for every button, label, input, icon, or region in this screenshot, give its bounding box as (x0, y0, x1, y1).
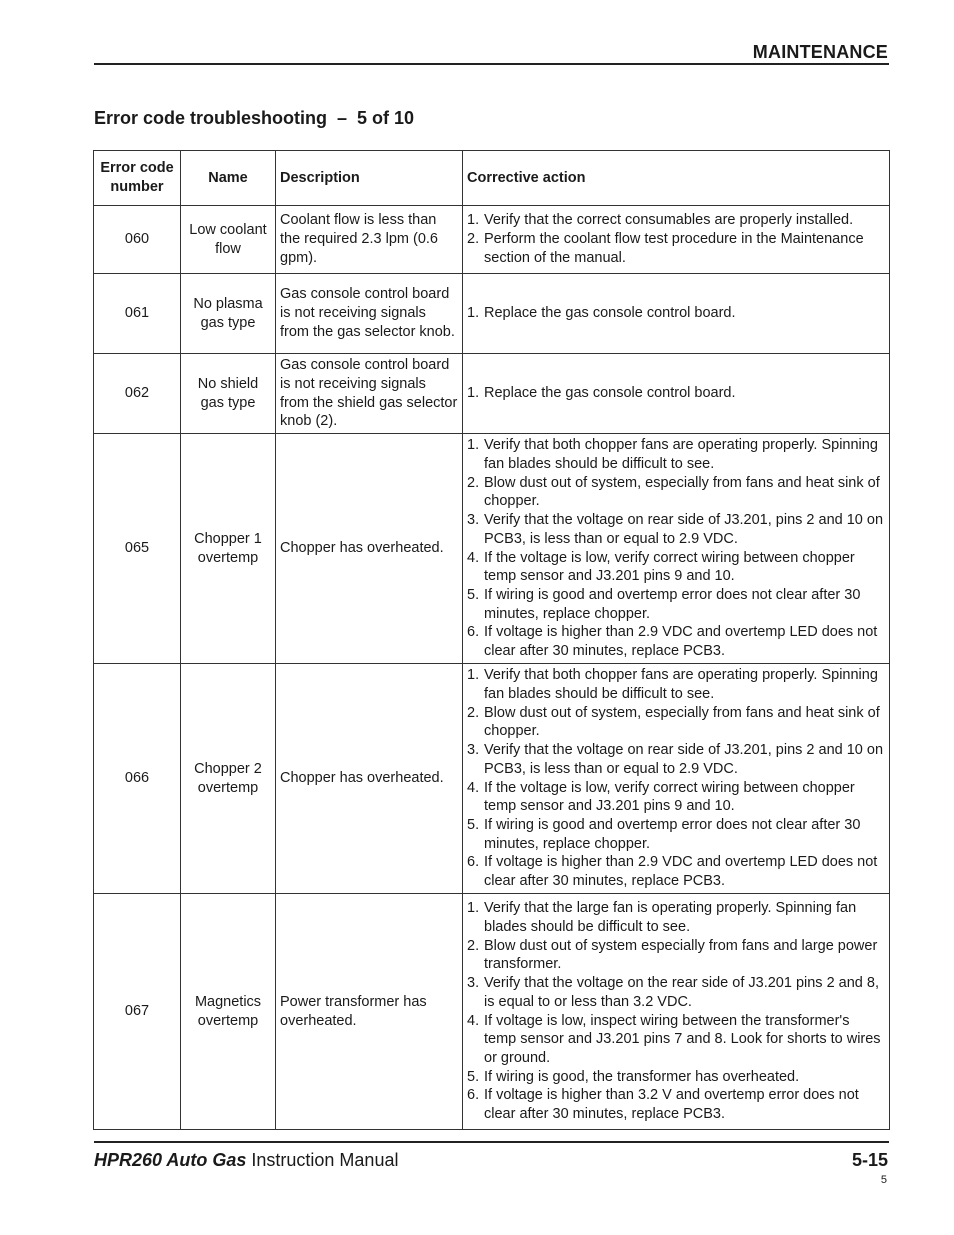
table-header-row (94, 151, 890, 206)
step-text: Replace the gas console control board. (484, 385, 736, 402)
sheet-number: 5 (880, 1174, 887, 1186)
action-step (467, 974, 885, 1011)
action-steps-list (467, 384, 885, 403)
section-title: MAINTENANCE (752, 42, 888, 62)
step-text: Replace the gas console control board. (484, 305, 736, 322)
error-name-cell: Low coolant flow (181, 206, 276, 274)
corrective-action-cell (463, 894, 890, 1130)
action-steps-list (467, 666, 885, 890)
step-text: If wiring is good and overtemp error does not clear after 30 minutes, replace chopper. (484, 586, 861, 622)
action-step (467, 384, 885, 403)
action-step (467, 779, 885, 816)
step-number: 6. (467, 1087, 480, 1104)
step-number: 6. (467, 624, 480, 641)
action-step (467, 937, 885, 974)
step-text: Blow dust out of system, especially from fans and heat sink of chopper. (484, 704, 880, 740)
description-cell: Power transformer has overheated. (276, 894, 463, 1130)
action-step (467, 586, 885, 623)
action-step (467, 474, 885, 511)
step-number: 2. (467, 937, 480, 954)
step-number: 5. (467, 586, 480, 603)
step-number: 2. (467, 231, 480, 248)
step-text: If the voltage is low, verify correct wiring between chopper temp sensor and J3.201 pins 9 and 10. (484, 779, 855, 815)
step-number: 1. (467, 900, 480, 917)
error-name-cell: Chopper 2 overtemp (181, 664, 276, 894)
action-step (467, 304, 885, 323)
corrective-action-cell (463, 274, 890, 354)
step-number: 4. (467, 549, 480, 566)
error-code-cell: 061 (94, 274, 181, 354)
action-steps-list (467, 899, 885, 1123)
error-code-table (93, 150, 890, 1130)
step-number: 2. (467, 474, 480, 491)
action-step (467, 1012, 885, 1068)
step-number: 1. (467, 437, 480, 454)
column-header-code: Error code number (94, 151, 181, 206)
action-step (467, 230, 885, 267)
step-text: Verify that the voltage on the rear side of J3.201 pins 2 and 8, is equal to or less than 3.2 VDC. (484, 975, 879, 1010)
product-model: HPR260 Auto Gas (94, 1150, 247, 1170)
step-number: 1. (467, 667, 480, 684)
step-text: Verify that both chopper fans are operating properly. Spinning fan blades should be difficult to see. (484, 667, 878, 702)
step-text: If voltage is higher than 2.9 VDC and overtemp LED does not clear after 30 minutes, replace PCB3. (484, 854, 878, 890)
error-name-cell: No plasma gas type (181, 274, 276, 354)
action-steps-list (467, 211, 885, 267)
error-code-cell: 067 (94, 894, 181, 1130)
step-text: If the voltage is low, verify correct wiring between chopper temp sensor and J3.201 pins 9 and 10. (484, 549, 855, 585)
step-text: Verify that the voltage on rear side of J3.201, pins 2 and 10 on PCB3, is less than or equal to 2.9 VDC. (484, 512, 884, 547)
header-divider (94, 63, 889, 65)
step-text: If wiring is good, the transformer has overheated. (484, 1068, 800, 1085)
step-number: 5. (467, 816, 480, 833)
manual-name: Instruction Manual (246, 1150, 399, 1170)
table-row (94, 664, 890, 894)
column-header-description: Description (276, 151, 463, 206)
table-row (94, 354, 890, 434)
step-number: 1. (467, 305, 480, 322)
step-text: Perform the coolant flow test procedure in the Maintenance section of the manual. (484, 231, 864, 266)
action-steps-list (467, 304, 885, 323)
action-step (467, 511, 885, 548)
description-cell: Chopper has overheated. (276, 434, 463, 664)
step-number: 4. (467, 1012, 480, 1029)
action-step (467, 899, 885, 936)
step-number: 1. (467, 212, 480, 229)
step-text: Blow dust out of system, especially from fans and heat sink of chopper. (484, 474, 880, 510)
table-row (94, 894, 890, 1130)
manual-title (94, 1150, 398, 1171)
step-text: If wiring is good and overtemp error does not clear after 30 minutes, replace chopper. (484, 816, 861, 852)
action-step (467, 623, 885, 660)
action-step (467, 211, 885, 230)
error-code-cell: 062 (94, 354, 181, 434)
column-header-corrective-action: Corrective action (463, 151, 890, 206)
step-text: If voltage is higher than 3.2 V and overtemp error does not clear after 30 minutes, replace PCB3. (484, 1087, 859, 1123)
table-row (94, 206, 890, 274)
step-text: If voltage is low, inspect wiring between the transformer's temp sensor and J3.201 pins 7 and 8. Look for shorts to wires or ground. (484, 1012, 881, 1066)
step-number: 6. (467, 854, 480, 871)
action-steps-list (467, 436, 885, 660)
action-step (467, 1086, 885, 1123)
action-step (467, 436, 885, 473)
error-name-cell: No shield gas type (181, 354, 276, 434)
step-number: 5. (467, 1068, 480, 1085)
description-cell: Gas console control board is not receiving signals from the shield gas selector knob (2). (276, 354, 463, 434)
step-text: If voltage is higher than 2.9 VDC and overtemp LED does not clear after 30 minutes, replace PCB3. (484, 624, 878, 660)
action-step (467, 816, 885, 853)
action-step (467, 704, 885, 741)
page-number: 5-15 (851, 1150, 888, 1170)
corrective-action-cell (463, 206, 890, 274)
step-text: Verify that the correct consumables are properly installed. (484, 212, 854, 229)
error-code-cell: 060 (94, 206, 181, 274)
description-cell: Coolant flow is less than the required 2.3 lpm (0.6 gpm). (276, 206, 463, 274)
step-text: Verify that the voltage on rear side of J3.201, pins 2 and 10 on PCB3, is less than or equal to 2.9 VDC. (484, 742, 884, 777)
step-number: 3. (467, 742, 480, 759)
step-text: Blow dust out of system especially from fans and large power transformer. (484, 937, 878, 973)
error-code-cell: 065 (94, 434, 181, 664)
corrective-action-cell (463, 664, 890, 894)
action-step (467, 666, 885, 703)
step-number: 2. (467, 704, 480, 721)
action-step (467, 549, 885, 586)
step-number: 1. (467, 385, 480, 402)
action-step (467, 1068, 885, 1087)
footer-divider (94, 1141, 889, 1143)
description-cell: Chopper has overheated. (276, 664, 463, 894)
column-header-name: Name (181, 151, 276, 206)
error-name-cell: Chopper 1 overtemp (181, 434, 276, 664)
step-number: 4. (467, 779, 480, 796)
step-text: Verify that the large fan is operating properly. Spinning fan blades should be difficult to see. (484, 900, 857, 935)
step-number: 3. (467, 512, 480, 529)
error-name-cell: Magnetics overtemp (181, 894, 276, 1130)
step-number: 3. (467, 975, 480, 992)
error-code-cell: 066 (94, 664, 181, 894)
table-row (94, 274, 890, 354)
corrective-action-cell (463, 434, 890, 664)
table-row (94, 434, 890, 664)
page-title: Error code troubleshooting – 5 of 10 (94, 108, 415, 128)
action-step (467, 741, 885, 778)
corrective-action-cell (463, 354, 890, 434)
description-cell: Gas console control board is not receiving signals from the gas selector knob. (276, 274, 463, 354)
step-text: Verify that both chopper fans are operating properly. Spinning fan blades should be difficult to see. (484, 437, 878, 472)
action-step (467, 853, 885, 890)
